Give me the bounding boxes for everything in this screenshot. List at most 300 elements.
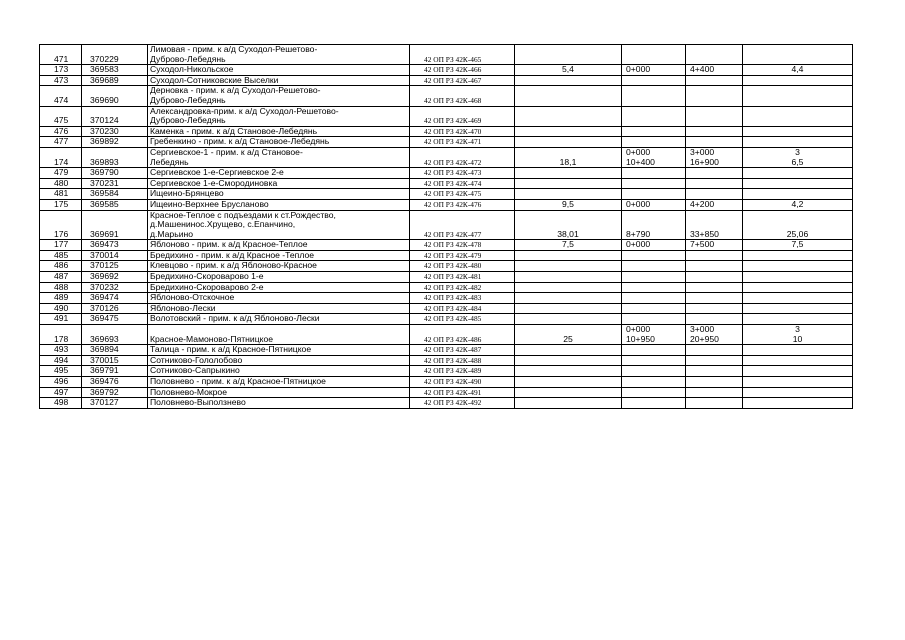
road-name-cell (148, 189, 410, 200)
segment-start-cell (622, 210, 686, 240)
road-registration-cell: 42 ОП РЗ 42К-482 (410, 282, 515, 293)
segment-end-line: 20+950 (690, 333, 719, 344)
table-row (40, 387, 853, 398)
road-registration-cell: 42 ОП РЗ 42К-477 (410, 210, 515, 240)
road-registration-cell: 42 ОП РЗ 42К-490 (410, 377, 515, 388)
road-name-line: Сергиевское 1-е-Сергиевское 2-е (150, 167, 284, 178)
road-registration-cell: 42 ОП РЗ 42К-469 (410, 106, 515, 126)
segment-length-line: 7,5 (791, 239, 804, 250)
road-registration-cell: 42 ОП РЗ 42К-470 (410, 126, 515, 137)
road-registration-cell: 42 ОП РЗ 42К-487 (410, 345, 515, 356)
table-row (40, 314, 853, 325)
road-code-cell: 369792 (82, 387, 148, 398)
table-row (40, 45, 853, 65)
road-code-cell: 370127 (82, 398, 148, 409)
segment-start-cell (622, 293, 686, 304)
segment-start-cell (622, 106, 686, 126)
road-name-cell (148, 387, 410, 398)
segment-length-cell (743, 240, 853, 251)
road-code-cell: 369892 (82, 137, 148, 148)
road-code-cell: 369476 (82, 377, 148, 388)
segment-end-line: 3+000 (690, 324, 715, 335)
segment-length-cell (743, 355, 853, 366)
segment-start-cell (622, 240, 686, 251)
road-name-cell (148, 355, 410, 366)
road-length-cell: 9,5 (515, 199, 622, 210)
segment-start-cell (622, 282, 686, 293)
segment-start-cell (622, 189, 686, 200)
table-row (40, 65, 853, 76)
road-name-cell (148, 45, 410, 65)
road-name-cell (148, 250, 410, 261)
road-registration-cell: 42 ОП РЗ 42К-478 (410, 240, 515, 251)
segment-end-cell (686, 303, 743, 314)
segment-start-cell (622, 377, 686, 388)
road-length-cell (515, 272, 622, 283)
table-row (40, 86, 853, 106)
segment-start-cell (622, 366, 686, 377)
segment-start-line: 10+400 (626, 156, 655, 167)
road-number-cell: 496 (40, 377, 82, 388)
road-code-cell: 370125 (82, 261, 148, 272)
table-row (40, 147, 853, 167)
segment-length-cell (743, 377, 853, 388)
road-code-cell: 369894 (82, 345, 148, 356)
segment-start-line: 0+000 (626, 324, 651, 335)
road-code-cell: 369692 (82, 272, 148, 283)
segment-end-cell (686, 75, 743, 86)
table-row (40, 355, 853, 366)
road-number-cell: 475 (40, 106, 82, 126)
road-code-cell: 369893 (82, 147, 148, 167)
road-number-cell: 471 (40, 45, 82, 65)
road-length-cell: 7,5 (515, 240, 622, 251)
road-code-cell: 369585 (82, 199, 148, 210)
road-number-cell: 491 (40, 314, 82, 325)
road-code-cell: 370014 (82, 250, 148, 261)
segment-end-cell (686, 45, 743, 65)
segment-end-cell (686, 398, 743, 409)
road-registration-cell: 42 ОП РЗ 42К-486 (410, 325, 515, 345)
segment-end-cell (686, 377, 743, 388)
road-number-cell: 498 (40, 398, 82, 409)
road-name-cell (148, 240, 410, 251)
road-number-cell: 477 (40, 137, 82, 148)
road-number-cell: 173 (40, 65, 82, 76)
road-code-cell: 369790 (82, 168, 148, 179)
table-row (40, 189, 853, 200)
road-code-cell: 369690 (82, 86, 148, 106)
road-number-cell: 493 (40, 345, 82, 356)
road-registration-cell: 42 ОП РЗ 42К-492 (410, 398, 515, 409)
segment-length-cell (743, 137, 853, 148)
segment-end-cell (686, 86, 743, 106)
road-length-cell (515, 366, 622, 377)
road-registration-cell: 42 ОП РЗ 42К-483 (410, 293, 515, 304)
road-registration-cell: 42 ОП РЗ 42К-467 (410, 75, 515, 86)
segment-start-cell (622, 86, 686, 106)
segment-end-cell (686, 355, 743, 366)
road-name-line: Бредихино - прим. к а/д Красное -Теплое (150, 250, 315, 260)
road-name-cell (148, 168, 410, 179)
segment-length-cell (743, 303, 853, 314)
segment-length-line: 6,5 (791, 156, 804, 167)
road-name-line: Дуброво-Лебедянь (150, 94, 226, 105)
segment-length-cell (743, 345, 853, 356)
road-number-cell: 486 (40, 261, 82, 272)
road-registration-cell: 42 ОП РЗ 42К-473 (410, 168, 515, 179)
segment-start-cell (622, 178, 686, 189)
segment-start-line: 0+000 (626, 239, 651, 250)
table-row (40, 398, 853, 409)
road-number-cell: 488 (40, 282, 82, 293)
segment-start-cell (622, 345, 686, 356)
road-name-line: Сотниково-Гололобово (150, 355, 243, 365)
road-name-line: Суходол-Сотниковские Выселки (150, 75, 279, 85)
segment-length-cell (743, 86, 853, 106)
segment-length-line: 10 (792, 333, 803, 344)
road-code-cell: 369584 (82, 189, 148, 200)
segment-length-line: 4,2 (791, 199, 804, 209)
segment-start-cell (622, 45, 686, 65)
table-row (40, 75, 853, 86)
road-registration-cell: 42 ОП РЗ 42К-472 (410, 147, 515, 167)
road-name-cell (148, 106, 410, 126)
segment-length-cell (743, 178, 853, 189)
segment-end-cell (686, 189, 743, 200)
road-name-cell (148, 366, 410, 377)
road-code-cell: 369473 (82, 240, 148, 251)
road-name-line: Красное-Теплое с подъездами к ст.Рождество, (150, 210, 336, 220)
segment-start-cell (622, 325, 686, 345)
road-length-cell (515, 86, 622, 106)
segment-end-line: 7+500 (690, 239, 715, 250)
segment-length-cell (743, 250, 853, 261)
road-code-cell: 369475 (82, 314, 148, 325)
road-name-cell (148, 325, 410, 345)
road-name-line: Клевцово - прим. к а/д Яблоново-Красное (150, 260, 317, 271)
road-code-cell: 370232 (82, 282, 148, 293)
road-length-cell (515, 168, 622, 179)
road-name-line: Ищеино-Брянцево (150, 188, 224, 199)
segment-end-cell (686, 178, 743, 189)
road-length-cell: 18,1 (515, 147, 622, 167)
segment-length-cell (743, 272, 853, 283)
road-name-cell (148, 126, 410, 137)
segment-end-cell (686, 325, 743, 345)
road-name-line: Бредихино-Скороварово 2-е (150, 282, 264, 292)
road-name-cell (148, 137, 410, 148)
road-number-cell: 178 (40, 325, 82, 345)
road-code-cell: 370231 (82, 178, 148, 189)
road-registration-cell: 42 ОП РЗ 42К-476 (410, 199, 515, 210)
road-number-cell: 487 (40, 272, 82, 283)
segment-start-cell (622, 168, 686, 179)
segment-length-cell (743, 325, 853, 345)
road-code-cell: 369583 (82, 65, 148, 76)
road-name-cell (148, 345, 410, 356)
road-length-cell (515, 137, 622, 148)
segment-end-cell (686, 272, 743, 283)
road-name-line: Яблоново-Лески (150, 303, 216, 313)
road-number-cell: 489 (40, 293, 82, 304)
road-length-cell (515, 377, 622, 388)
road-registration-cell: 42 ОП РЗ 42К-468 (410, 86, 515, 106)
segment-length-cell (743, 398, 853, 409)
table-body (40, 45, 853, 409)
road-name-line: Лимовая - прим. к а/д Суходол-Решетово- (150, 44, 318, 54)
road-name-line: Дуброво-Лебедянь (150, 53, 226, 64)
segment-start-cell (622, 261, 686, 272)
table-row (40, 272, 853, 283)
segment-length-cell (743, 210, 853, 240)
table-row (40, 168, 853, 179)
segment-start-cell (622, 272, 686, 283)
segment-end-line: 4+400 (690, 64, 715, 75)
segment-start-line: 0+000 (626, 64, 651, 75)
road-code-cell: 369691 (82, 210, 148, 240)
road-number-cell: 481 (40, 189, 82, 200)
segment-end-cell (686, 314, 743, 325)
segment-length-cell (743, 387, 853, 398)
segment-end-cell (686, 387, 743, 398)
road-name-line: Яблоново-Отскочное (150, 292, 235, 303)
segment-end-cell (686, 137, 743, 148)
segment-end-cell (686, 168, 743, 179)
segment-end-cell (686, 282, 743, 293)
road-name-line: Волотовский - прим. к а/д Яблоново-Лески (150, 313, 320, 324)
road-name-line: Лебедянь (150, 156, 189, 167)
road-length-cell (515, 355, 622, 366)
road-registration-cell: 42 ОП РЗ 42К-474 (410, 178, 515, 189)
table-row (40, 137, 853, 148)
road-code-cell: 369693 (82, 325, 148, 345)
road-name-cell (148, 210, 410, 240)
road-length-cell: 25 (515, 325, 622, 345)
road-number-cell: 176 (40, 210, 82, 240)
road-length-cell (515, 250, 622, 261)
segment-start-line: 0+000 (626, 199, 651, 209)
road-length-cell (515, 398, 622, 409)
segment-length-cell (743, 75, 853, 86)
segment-start-cell (622, 314, 686, 325)
segment-end-cell (686, 210, 743, 240)
segment-end-cell (686, 199, 743, 210)
segment-start-cell (622, 75, 686, 86)
segment-start-line: 10+950 (626, 333, 655, 344)
segment-end-line: 33+850 (690, 228, 719, 239)
road-registration-cell: 42 ОП РЗ 42К-481 (410, 272, 515, 283)
road-code-cell: 369474 (82, 293, 148, 304)
table-row (40, 282, 853, 293)
segment-start-cell (622, 303, 686, 314)
segment-length-cell (743, 282, 853, 293)
segment-end-cell (686, 126, 743, 137)
segment-length-cell (743, 314, 853, 325)
segment-end-cell (686, 250, 743, 261)
segment-start-cell (622, 398, 686, 409)
segment-length-cell (743, 293, 853, 304)
table-row (40, 126, 853, 137)
road-name-cell (148, 199, 410, 210)
segment-end-cell (686, 106, 743, 126)
road-registration-cell: 42 ОП РЗ 42К-466 (410, 65, 515, 76)
road-length-cell: 38,01 (515, 210, 622, 240)
road-number-cell: 473 (40, 75, 82, 86)
segment-start-cell (622, 65, 686, 76)
road-length-cell (515, 314, 622, 325)
road-number-cell: 479 (40, 168, 82, 179)
table-row (40, 325, 853, 345)
road-name-cell (148, 86, 410, 106)
road-registry-table (39, 44, 853, 409)
segment-start-cell (622, 199, 686, 210)
segment-end-line: 3+000 (690, 147, 715, 157)
road-registration-cell: 42 ОП РЗ 42К-489 (410, 366, 515, 377)
segment-length-line: 4,4 (791, 64, 804, 75)
segment-length-cell (743, 189, 853, 200)
table-row (40, 293, 853, 304)
table-row (40, 210, 853, 240)
segment-length-cell (743, 147, 853, 167)
road-name-line: Дуброво-Лебедянь (150, 115, 226, 126)
segment-start-cell (622, 387, 686, 398)
road-length-cell (515, 387, 622, 398)
road-registration-cell: 42 ОП РЗ 42К-471 (410, 137, 515, 148)
table-row (40, 261, 853, 272)
road-length-cell (515, 178, 622, 189)
road-number-cell: 177 (40, 240, 82, 251)
road-code-cell: 370230 (82, 126, 148, 137)
segment-length-line: 3 (795, 324, 800, 335)
segment-start-cell (622, 355, 686, 366)
segment-length-cell (743, 261, 853, 272)
road-length-cell (515, 303, 622, 314)
segment-end-cell (686, 240, 743, 251)
road-name-line: Гребенкино - прим. к а/д Становое-Лебедянь (150, 136, 330, 147)
road-name-cell (148, 147, 410, 167)
road-length-cell: 5,4 (515, 65, 622, 76)
road-length-cell (515, 106, 622, 126)
road-name-line: Половнево-Выползнево (150, 397, 246, 408)
segment-end-line: 16+900 (690, 156, 719, 167)
table-row (40, 366, 853, 377)
road-length-cell (515, 345, 622, 356)
segment-end-cell (686, 261, 743, 272)
road-number-cell: 485 (40, 250, 82, 261)
road-length-cell (515, 293, 622, 304)
segment-end-cell (686, 147, 743, 167)
road-registration-cell: 42 ОП РЗ 42К-491 (410, 387, 515, 398)
road-length-cell (515, 45, 622, 65)
table-row (40, 345, 853, 356)
road-name-line: Ищеино-Верхнее Брусланово (150, 199, 269, 209)
road-registration-cell: 42 ОП РЗ 42К-488 (410, 355, 515, 366)
road-registration-cell: 42 ОП РЗ 42К-484 (410, 303, 515, 314)
segment-end-cell (686, 366, 743, 377)
road-length-cell (515, 261, 622, 272)
road-name-cell (148, 65, 410, 76)
road-name-line: Половнево - прим. к а/д Красное-Пятницкое (150, 376, 326, 386)
road-length-cell (515, 75, 622, 86)
segment-length-cell (743, 45, 853, 65)
segment-end-cell (686, 345, 743, 356)
road-code-cell: 370124 (82, 106, 148, 126)
road-registration-cell: 42 ОП РЗ 42К-475 (410, 189, 515, 200)
road-name-line: д.Машенинос.Хрущево, с.Епанчино, (150, 219, 296, 230)
road-number-cell: 490 (40, 303, 82, 314)
road-name-line: Сотниково-Сапрыкино (150, 365, 240, 376)
road-name-line: Александровка-прим. к а/д Суходол-Решетово- (150, 106, 339, 116)
segment-start-cell (622, 126, 686, 137)
road-length-cell (515, 282, 622, 293)
road-registration-cell: 42 ОП РЗ 42К-479 (410, 250, 515, 261)
segment-start-cell (622, 147, 686, 167)
segment-start-line: 0+000 (626, 147, 651, 157)
road-name-line: д.Марьино (150, 228, 194, 239)
road-name-cell (148, 261, 410, 272)
segment-length-cell (743, 199, 853, 210)
road-code-cell: 370126 (82, 303, 148, 314)
segment-length-cell (743, 168, 853, 179)
road-name-line: Сергиевское 1-е-Смородиновка (150, 178, 278, 188)
segment-start-line: 8+790 (626, 228, 651, 239)
road-name-line: Сергиевское-1 - прим. к а/д Становое- (150, 147, 303, 157)
road-name-line: Бредихино-Скороварово 1-е (150, 271, 264, 282)
road-name-line: Суходол-Никольское (150, 64, 234, 75)
road-number-cell: 175 (40, 199, 82, 210)
segment-end-cell (686, 65, 743, 76)
road-code-cell: 370229 (82, 45, 148, 65)
road-number-cell: 494 (40, 355, 82, 366)
road-number-cell: 497 (40, 387, 82, 398)
table-row (40, 106, 853, 126)
segment-start-cell (622, 250, 686, 261)
road-code-cell: 369689 (82, 75, 148, 86)
segment-end-line: 4+200 (690, 199, 715, 209)
road-name-line: Половнево-Мокрое (150, 387, 227, 397)
road-name-cell (148, 314, 410, 325)
road-number-cell: 495 (40, 366, 82, 377)
table-row (40, 178, 853, 189)
table-row (40, 240, 853, 251)
road-name-cell (148, 303, 410, 314)
road-number-cell: 476 (40, 126, 82, 137)
segment-length-line: 3 (795, 147, 800, 157)
road-length-cell (515, 126, 622, 137)
road-name-line: Каменка - прим. к а/д Становое-Лебедянь (150, 126, 318, 136)
road-name-cell (148, 293, 410, 304)
road-number-cell: 480 (40, 178, 82, 189)
road-name-cell (148, 178, 410, 189)
road-registration-cell: 42 ОП РЗ 42К-485 (410, 314, 515, 325)
road-name-cell (148, 75, 410, 86)
segment-length-cell (743, 106, 853, 126)
road-registration-cell: 42 ОП РЗ 42К-465 (410, 45, 515, 65)
road-name-cell (148, 377, 410, 388)
road-registration-cell: 42 ОП РЗ 42К-480 (410, 261, 515, 272)
table-row (40, 303, 853, 314)
road-name-cell (148, 398, 410, 409)
road-name-line: Красное-Мамоново-Пятницкое (150, 333, 274, 344)
segment-length-cell (743, 126, 853, 137)
road-code-cell: 370015 (82, 355, 148, 366)
road-length-cell (515, 189, 622, 200)
table-row (40, 250, 853, 261)
road-number-cell: 474 (40, 86, 82, 106)
road-name-line: Яблоново - прим. к а/д Красное-Теплое (150, 239, 308, 250)
road-name-line: Талица - прим. к а/д Красное-Пятницкое (150, 344, 312, 355)
